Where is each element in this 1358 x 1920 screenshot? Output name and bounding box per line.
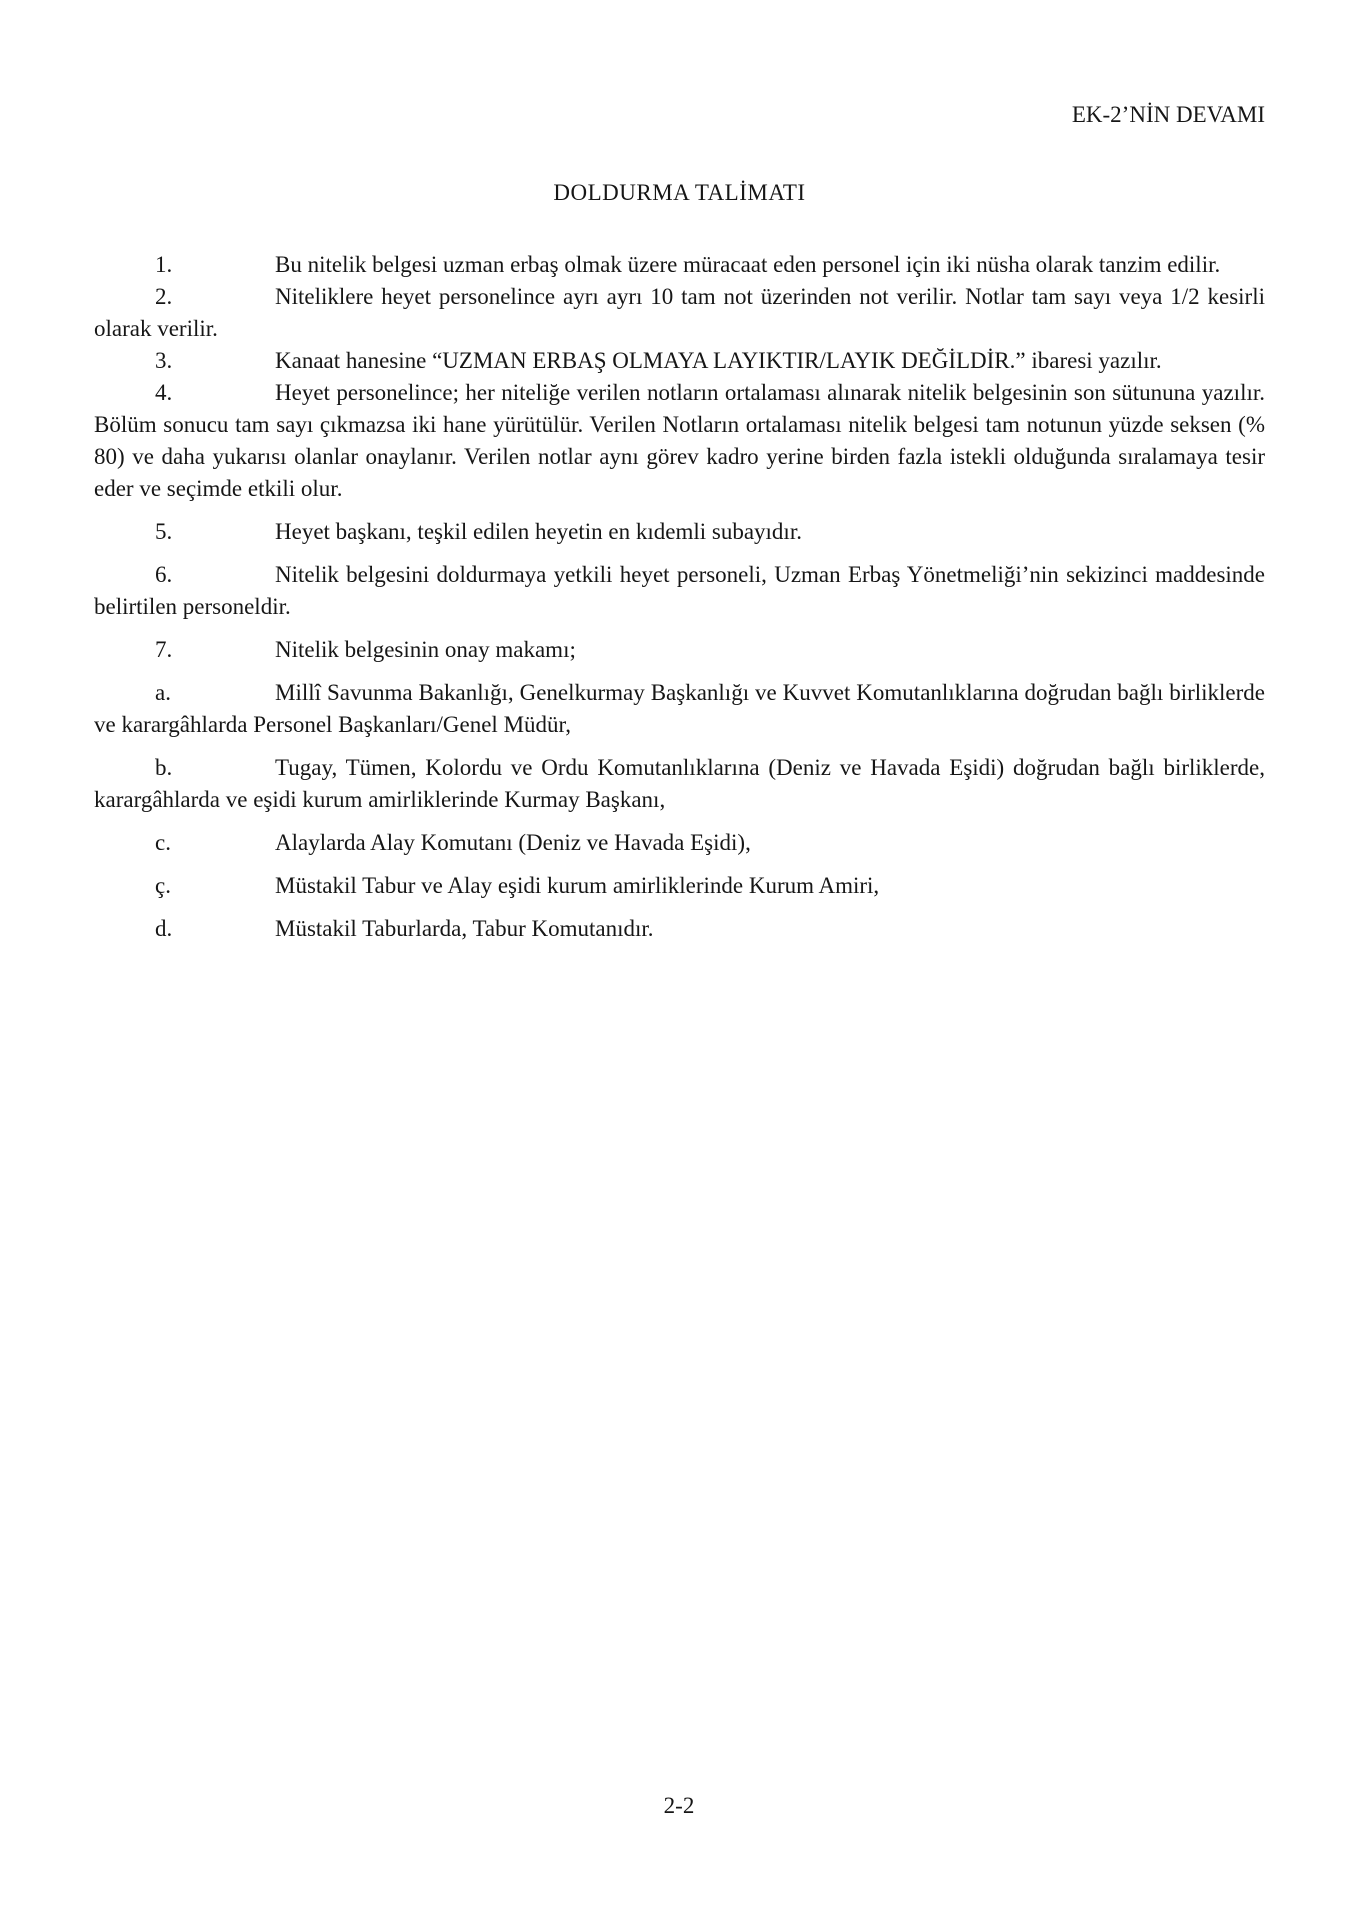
item-letter: b. bbox=[155, 755, 173, 780]
item-number: 7. bbox=[155, 637, 173, 662]
instruction-item-6 bbox=[94, 559, 1265, 623]
item-number: 5. bbox=[155, 519, 173, 544]
instruction-item-7 bbox=[94, 634, 1265, 666]
instruction-item-c-cedilla bbox=[94, 870, 1265, 902]
instruction-item-1 bbox=[94, 249, 1265, 281]
item-number: 3. bbox=[155, 348, 173, 373]
item-number: 1. bbox=[155, 252, 173, 277]
page-footer bbox=[0, 1790, 1358, 1822]
item-text: Bu nitelik belgesi uzman erbaş olmak üzere müracaat eden personel için iki nüsha olarak tanzim edilir. bbox=[275, 252, 1221, 277]
item-text: Nitelik belgesinin onay makamı; bbox=[275, 637, 576, 662]
document-content bbox=[0, 0, 1358, 945]
page-number: 2-2 bbox=[663, 1793, 695, 1818]
item-letter: c. bbox=[155, 830, 171, 855]
item-text: Tugay, Tümen, Kolordu ve Ordu Komutanlıklarına (Deniz ve Havada Eşidi) doğrudan bağlı birliklerde, karargâhlarda ve eşidi kurum amirliklerinde Kurmay Başkanı, bbox=[94, 755, 1265, 812]
item-number: 6. bbox=[155, 562, 173, 587]
item-text: Heyet personelince; her niteliğe verilen notların ortalaması alınarak nitelik belgesinin son sütununa yazılır. Bölüm sonucu tam sayı çıkmazsa iki hane yürütülür. Verilen Notların ortalaması nitelik belgesi tam notunun yüzde seksen (% 80) ve daha yukarısı olanlar onaylanır. Verilen notlar aynı görev kadro yerine birden fazla istekli olduğunda sıralamaya tesir eder ve seçimde etkili olur. bbox=[94, 380, 1265, 501]
item-text: Millî Savunma Bakanlığı, Genelkurmay Başkanlığı ve Kuvvet Komutanlıklarına doğrudan bağlı birliklerde ve karargâhlarda Personel Başkanları/Genel Müdür, bbox=[94, 680, 1265, 737]
instruction-item-4 bbox=[94, 377, 1265, 505]
item-text: Niteliklere heyet personelince ayrı ayrı 10 tam not üzerinden not verilir. Notlar tam sayı veya 1/2 kesirli olarak verilir. bbox=[94, 284, 1265, 341]
item-text: Müstakil Tabur ve Alay eşidi kurum amirliklerinde Kurum Amiri, bbox=[275, 873, 880, 898]
item-text: Müstakil Taburlarda, Tabur Komutanıdır. bbox=[275, 916, 654, 941]
item-letter: d. bbox=[155, 916, 173, 941]
item-text: Alaylarda Alay Komutanı (Deniz ve Havada Eşidi), bbox=[275, 830, 751, 855]
annex-continuation-label: EK-2’NİN DEVAMI bbox=[1071, 102, 1265, 127]
item-letter: ç. bbox=[155, 873, 171, 898]
instruction-list bbox=[94, 249, 1265, 945]
instruction-item-3 bbox=[94, 345, 1265, 377]
instruction-item-5 bbox=[94, 516, 1265, 548]
instruction-item-a bbox=[94, 677, 1265, 741]
instruction-item-2 bbox=[94, 281, 1265, 345]
item-number: 2. bbox=[155, 284, 173, 309]
item-text: Heyet başkanı, teşkil edilen heyetin en kıdemli subayıdır. bbox=[275, 519, 802, 544]
item-letter: a. bbox=[155, 680, 171, 705]
instruction-item-d bbox=[94, 913, 1265, 945]
annex-continuation-header bbox=[94, 99, 1265, 131]
document-title bbox=[94, 177, 1265, 209]
instruction-item-c bbox=[94, 827, 1265, 859]
instruction-item-b bbox=[94, 752, 1265, 816]
item-number: 4. bbox=[155, 380, 173, 405]
document-title-text: DOLDURMA TALİMATI bbox=[553, 180, 806, 205]
item-text: Kanaat hanesine “UZMAN ERBAŞ OLMAYA LAYIKTIR/LAYIK DEĞİLDİR.” ibaresi yazılır. bbox=[275, 348, 1162, 373]
item-text: Nitelik belgesini doldurmaya yetkili heyet personeli, Uzman Erbaş Yönetmeliği’nin sekizinci maddesinde belirtilen personeldir. bbox=[94, 562, 1265, 619]
